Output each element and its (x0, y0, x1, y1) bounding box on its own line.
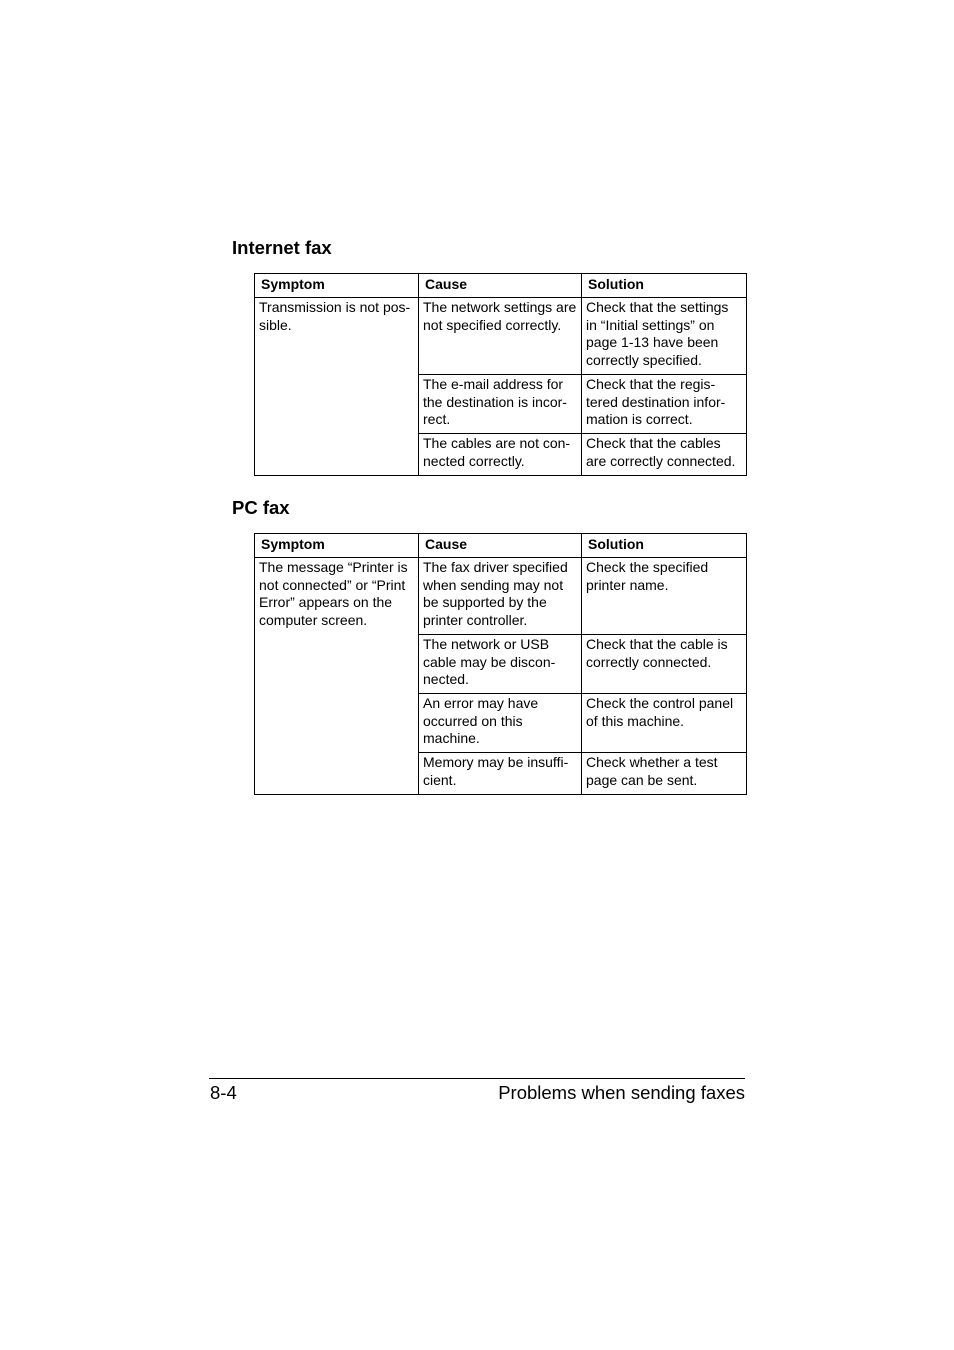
cause-cell: The fax driver specified when sending may not be supported by the printer controller. (419, 558, 582, 635)
solution-cell: Check that the cable is correctly connected. (582, 635, 747, 694)
internet-fax-table (254, 273, 747, 476)
header-cause: Cause (419, 534, 582, 558)
table-header-row (255, 534, 747, 558)
header-cause: Cause (419, 274, 582, 298)
section-title-internet-fax: Internet fax (232, 237, 332, 258)
cause-cell: The e-mail address for the destination is incor- rect. (419, 375, 582, 434)
solution-cell: Check the control panel of this machine. (582, 694, 747, 753)
symptom-cell: Transmission is not pos- sible. (255, 298, 419, 476)
footer-divider (209, 1078, 745, 1079)
cause-cell: An error may have occurred on this machine. (419, 694, 582, 753)
symptom-cell: The message “Printer is not connected” or “Print Error” appears on the computer screen. (255, 558, 419, 795)
header-symptom: Symptom (255, 274, 419, 298)
header-symptom: Symptom (255, 534, 419, 558)
cause-cell: The network or USB cable may be discon- nected. (419, 635, 582, 694)
footer-chapter-title: Problems when sending faxes (498, 1082, 745, 1103)
cause-cell: The network settings are not specified correctly. (419, 298, 582, 375)
cause-cell: The cables are not con- nected correctly. (419, 434, 582, 476)
cause-cell: Memory may be insuffi- cient. (419, 753, 582, 795)
solution-cell: Check that the regis- tered destination infor- mation is correct. (582, 375, 747, 434)
table-header-row (255, 274, 747, 298)
table-row (255, 558, 747, 635)
solution-cell: Check that the settings in “Initial settings” on page 1-13 have been correctly specified. (582, 298, 747, 375)
header-solution: Solution (582, 274, 747, 298)
table-row (255, 298, 747, 375)
solution-cell: Check whether a test page can be sent. (582, 753, 747, 795)
footer-page-number: 8-4 (210, 1082, 237, 1103)
pc-fax-table (254, 533, 747, 795)
solution-cell: Check that the cables are correctly connected. (582, 434, 747, 476)
header-solution: Solution (582, 534, 747, 558)
section-title-pc-fax: PC fax (232, 497, 290, 518)
solution-cell: Check the specified printer name. (582, 558, 747, 635)
